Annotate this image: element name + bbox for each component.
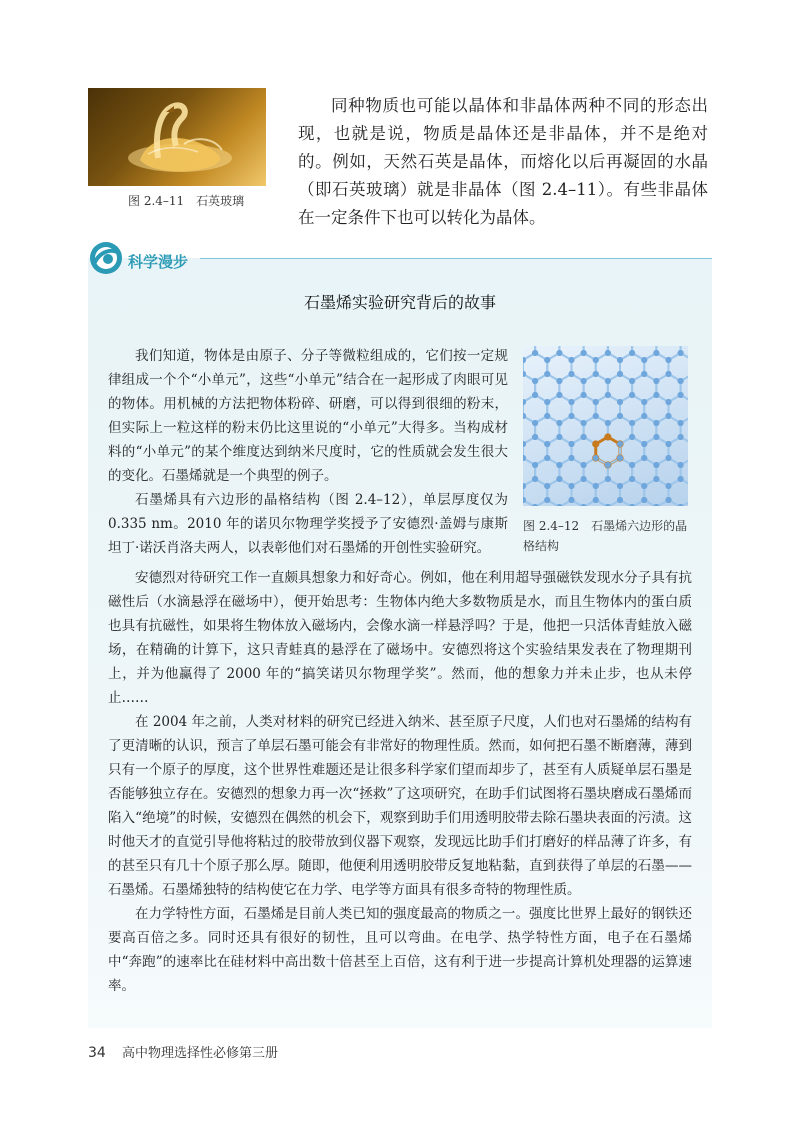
lattice-atom: [641, 441, 647, 447]
lattice-atom: [581, 392, 587, 398]
lattice-atom: [568, 441, 574, 447]
article-paragraph: 石墨烯具有六边形的晶格结构（图 2.4–12），单层厚度仅为 0.335 nm。2010 年的诺贝尔物理学奖授予了安德烈·盖姆与康斯坦丁·诺沃肖洛夫两人，以表彰他们对石墨烯的开创性实验研究。: [108, 492, 508, 556]
lattice-atom: [532, 462, 538, 468]
lattice-atom: [544, 371, 550, 377]
lattice-atom: [581, 420, 587, 426]
page-number: 34: [88, 1045, 106, 1061]
book-title: 高中物理选择性必修第三册: [121, 1046, 278, 1061]
lattice-atom: [617, 399, 623, 405]
lattice-atom: [629, 350, 635, 356]
lattice-atom: [581, 476, 587, 482]
article-paragraphs-full: [108, 566, 692, 998]
lattice-atom: [653, 476, 659, 482]
lattice-atom: [605, 504, 611, 506]
lattice-atom: [641, 357, 647, 363]
lattice-atom: [581, 434, 587, 440]
lattice-atom: [641, 399, 647, 405]
article-paragraph: 在 2004 年之前，人类对材料的研究已经进入纳米、甚至原子尺度，人们也对石墨烯的结构有了更清晰的认识，预言了单层石墨可能会有非常好的物理性质。然而，如何把石墨不断磨薄，薄到只有一个原子的厚度，这个世界性难题还是让很多科学家们望而却步了，甚至有人质疑单层石墨是否能够独立存在。安德烈的想象力再一次“拯救”了这项研究，在助手们试图将石墨块磨成石墨烯而陷入“绝境”的时候，安德烈在偶然的机会下，观察到助手们用透明胶带去除石墨块表面的污渍。这时他天才的直觉引导他将粘过的胶带放到仪器下观察，发现远比助手们打磨好的样品薄了许多，有的甚至只有几十个原子那么厚。随即，他便利用透明胶带反复地粘黏，直到获得了单层的石墨——石墨烯。石墨烯独特的结构使它在力学、电学等方面具有很多奇特的物理性质。: [108, 714, 692, 898]
figure-caption-2-4-12: 图 2.4–12 石墨烯六边形的晶格结构: [523, 519, 688, 553]
lattice-atom: [556, 462, 562, 468]
lattice-atom: [544, 413, 550, 419]
lattice-atom: [532, 392, 538, 398]
lattice-atom: [532, 420, 538, 426]
lattice-atom: [629, 434, 635, 440]
lattice-atom: [678, 350, 684, 356]
lattice-atom: [568, 357, 574, 363]
lattice-atom: [641, 455, 647, 461]
lattice-atom: [653, 420, 659, 426]
lattice-atom: [653, 378, 659, 384]
lattice-atom: [665, 413, 671, 419]
lattice-atom: [641, 371, 647, 377]
lattice-atom: [653, 350, 659, 356]
lattice-atom: [617, 483, 623, 489]
lattice-atom: [629, 420, 635, 426]
lattice-atom: [544, 483, 550, 489]
lattice-atom: [568, 413, 574, 419]
lattice-atom: [556, 434, 562, 440]
lattice-atom: [544, 455, 550, 461]
lattice-atom: [556, 504, 562, 506]
lattice-atom: [568, 455, 574, 461]
lattice-atom: [665, 441, 671, 447]
lattice-atom: [678, 420, 684, 426]
lattice-atom: [532, 434, 538, 440]
article-paragraph: 在力学特性方面，石墨烯是目前人类已知的强度最高的物质之一。强度比世界上最好的钢铁还要高百倍之多。同时还具有很好的韧性，且可以弯曲。在电学、热学特性方面，电子在石墨烯中“奔跑”的速率比在硅材料中高出数十倍甚至上百倍，这有利于进一步提高计算机处理器的运算速率。: [108, 906, 692, 994]
lattice-atom: [605, 476, 611, 482]
lattice-atom: [581, 462, 587, 468]
lattice-atom: [665, 497, 671, 503]
lattice-atom: [556, 350, 562, 356]
lattice-atom: [629, 504, 635, 506]
lattice-atom: [641, 413, 647, 419]
science-walk-label: 科学漫步: [128, 253, 189, 271]
lattice-atom: [617, 497, 623, 503]
science-walk-logo-icon: [88, 240, 124, 276]
lattice-atom: [592, 440, 599, 447]
lattice-atom: [629, 392, 635, 398]
lattice-atom: [581, 378, 587, 384]
article-paragraph: 我们知道，物体是由原子、分子等微粒组成的，它们按一定规律组成一个个“小单元”，这些“小单元”结合在一起形成了肉眼可见的物体。用机械的方法把物体粉碎、研磨，可以得到很细的粉末，但实际上一粒这样的粉末仍比这里说的“小单元”大得多。当构成材料的“小单元”的某个维度达到纳米尺度时，它的性质就会发生很大的变化。石墨烯就是一个典型的例子。: [108, 348, 508, 484]
lattice-atom: [629, 476, 635, 482]
lattice-atom: [544, 441, 550, 447]
lattice-atom: [678, 504, 684, 506]
lattice-atom: [605, 392, 611, 398]
lattice-atom: [653, 462, 659, 468]
lattice-atom: [568, 399, 574, 405]
lattice-atom: [678, 476, 684, 482]
lattice-atom: [581, 350, 587, 356]
lattice-atom: [665, 455, 671, 461]
lattice-atom: [665, 357, 671, 363]
lattice-atom: [532, 350, 538, 356]
lattice-atom: [556, 476, 562, 482]
intro-paragraph-text: 同种物质也可能以晶体和非晶体两种不同的形态出现，也就是说，物质是晶体还是非晶体，并不是绝对的。例如，天然石英是晶体，而熔化以后再凝固的水晶（即石英玻璃）就是非晶体（图 2.4–11）。有些非晶体在一定条件下也可以转化为晶体。: [298, 96, 708, 227]
lattice-atom: [556, 392, 562, 398]
lattice-atom: [665, 399, 671, 405]
lattice-atom: [556, 378, 562, 384]
lattice-atom: [617, 441, 623, 447]
lattice-atom: [653, 392, 659, 398]
page-footer: [88, 1042, 278, 1061]
lattice-atom: [593, 357, 599, 363]
lattice-atom: [617, 371, 623, 377]
figure-caption-2-4-11: 图 2.4–11 石英玻璃: [128, 194, 245, 208]
lattice-atom: [678, 392, 684, 398]
lattice-atom: [593, 413, 599, 419]
article-paragraph: 安德烈对待研究工作一直颇具想象力和好奇心。例如，他在利用超导强磁铁发现水分子具有抗磁性后（水滴悬浮在磁场中），便开始思考：生物体内绝大多数物质是水，而且生物体内的蛋白质也具有抗磁性，如果将生物体放入磁场内，会像水滴一样悬浮吗？于是，他把一只活体青蛙放入磁场，在精确的计算下，这只青蛙真的悬浮在了磁场中。安德烈将这个实验结果发表在了物理期刊上，并为他赢得了 2000 年的“搞笑诺贝尔物理学奖”。然而，他的想象力并未止步，也从未停止……: [108, 570, 692, 706]
lattice-atom: [653, 434, 659, 440]
lattice-atom: [593, 483, 599, 489]
lattice-atom: [581, 504, 587, 506]
lattice-atom: [544, 357, 550, 363]
quartz-glass-swan-image: [88, 88, 266, 186]
lattice-atom: [568, 371, 574, 377]
lattice-atom: [532, 476, 538, 482]
lattice-atom: [629, 462, 635, 468]
lattice-atom: [532, 378, 538, 384]
lattice-atom: [653, 504, 659, 506]
article-title: 石墨烯实验研究背后的故事: [303, 293, 496, 312]
lattice-atom: [593, 497, 599, 503]
lattice-atom: [665, 371, 671, 377]
lattice-atom: [605, 378, 611, 384]
section-header-rule: [200, 258, 712, 259]
lattice-atom: [604, 433, 611, 440]
article-paragraphs-top: [108, 344, 508, 560]
lattice-atom: [605, 462, 611, 468]
lattice-atom: [617, 455, 623, 461]
lattice-atom: [605, 420, 611, 426]
lattice-atom: [568, 497, 574, 503]
lattice-atom: [593, 399, 599, 405]
lattice-atom: [617, 413, 623, 419]
lattice-atom: [532, 504, 538, 506]
lattice-atom: [605, 350, 611, 356]
lattice-atom: [641, 483, 647, 489]
intro-paragraph: [298, 92, 708, 232]
lattice-atom: [665, 483, 671, 489]
lattice-atom: [678, 434, 684, 440]
lattice-atom: [678, 378, 684, 384]
lattice-atom: [641, 497, 647, 503]
lattice-atom: [556, 420, 562, 426]
lattice-atom: [568, 483, 574, 489]
lattice-atom: [544, 497, 550, 503]
lattice-atom: [593, 455, 599, 461]
lattice-atom: [629, 378, 635, 384]
graphene-lattice-image: [523, 346, 688, 506]
lattice-atom: [678, 462, 684, 468]
lattice-atom: [544, 399, 550, 405]
lattice-atom: [593, 371, 599, 377]
lattice-atom: [617, 357, 623, 363]
